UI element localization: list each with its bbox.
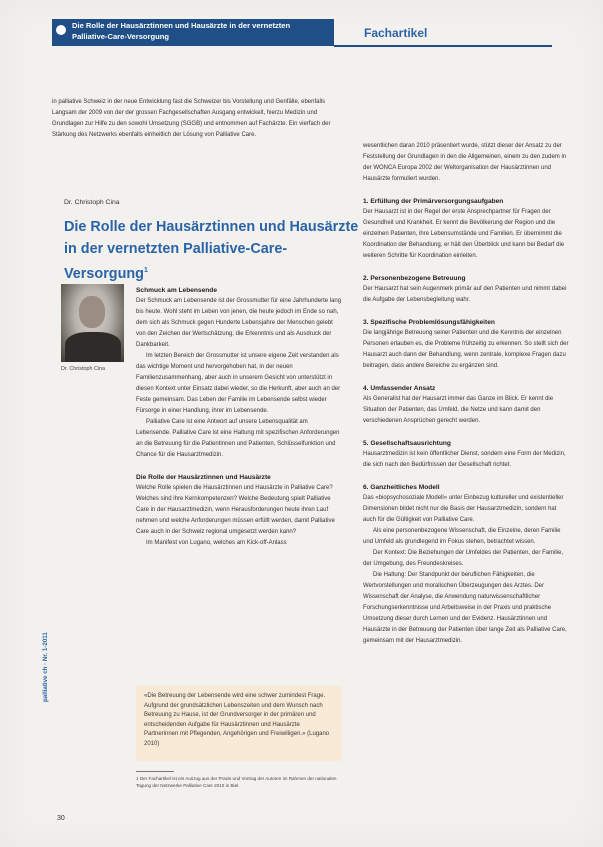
- bullet-circle-icon: [56, 25, 66, 35]
- paragraph: wesentlichen daran 2010 präsentiert wurde, stützt dieser der Ansatz zu der Feststellung der Grundlagen in den die Allgemeinen, einem zu den zudem in der WONCA Europa 2002 der Weltorganisation der Hausärztinnen und Hausärzte formuliert wurden.: [363, 143, 567, 182]
- paragraph: Als eine personenbezogene Wissenschaft, die Einzelne, deren Familie und Umfeld als grundlegend im Fokus stehen, betrachtet wissen.: [363, 528, 561, 545]
- quote-text: «Die Betreuung der Lebensende wird eine schwer zumindest Frage. Aufgrund der grundsätzlichen Lebenszeiten und dem Wunsch nach Betreuung zu Hause, ist der Grundversorger in der primären und entscheidenden Aufgabe für Hausärztinnen und Hausärzte Partnerinnen mit Pflegenden, Angehörigen und Freiwilligen.» (Lugano 2010): [144, 693, 330, 747]
- header-rule: [334, 45, 552, 47]
- photo-shoulders: [65, 332, 121, 362]
- footnote-rule: [136, 771, 174, 772]
- photo-head: [79, 296, 105, 328]
- page-number: 30: [57, 815, 65, 822]
- section-heading: 3. Spezifische Problemlösungsfähigkeiten: [363, 319, 495, 326]
- paragraph: Hausarztmedizin ist kein öffentlicher Dienst, sondern eine Form der Medizin, die sich nach den Bedürfnissen der Gesellschaft richtet.: [363, 451, 566, 468]
- paragraph: Der Hausarzt ist in der Regel der erste Ansprechpartner für Fragen der Gesundheit und Krankheit. Er kennt die Bevölkerung der Region und die einzelnen Patienten, ihre Lebensumstände und Familien. Er übernimmt die Koordination der Behandlung, er hält den Überblick und kann bei Bedarf die weiteren Schritte für Koordination einleiten.: [363, 209, 565, 259]
- header-title-line1: Die Rolle der Hausärztinnen und Hausärzte in der vernetzten: [72, 21, 291, 30]
- paragraph: Der Schmuck am Lebensende ist der Grossmutter für eine Jahrhunderte lang bis heute. Wohl steht im Leben von jenen, die heute jedoch im Ende so nah, dem sich als Schmuck gegen Hunderte Lebensjahre der Menschen gelebt von den Zeichen der Wertschätzung, die Erkenntnis und als Ausdruck der Dankbarkeit.: [136, 298, 342, 348]
- article-title: [64, 216, 364, 285]
- section-heading: 5. Gesellschaftsausrichtung: [363, 440, 451, 447]
- photo-caption: Dr. Christoph Cina: [61, 366, 106, 372]
- author-photo: [61, 284, 124, 362]
- paragraph: Das «biopsychosoziale Modell» unter Einbezug kultureller und existentieller Dimensionen bildet nicht nur die Basis der Hausarztmedizin, sondern hat auch für die Gültigkeit von Palliative Care.: [363, 495, 564, 523]
- section-heading: 2. Personenbezogene Betreuung: [363, 275, 466, 282]
- journal-sidebar-label: palliative ch · Nr. 1-2011: [42, 632, 49, 702]
- quote-box: [136, 686, 342, 761]
- footnote: 1 Der Fachartikel ist ein Auszug aus der Praxis und Vortrag der Autoren im Rahmen der nationalen Tagung der Netzwerke Palliative Care 2010 in Biel.: [136, 776, 337, 788]
- paragraph: Die Haltung: Der Standpunkt der beruflichen Fähigkeiten, die Wertvorstellungen und moralischen Überzeugungen des Arztes. Der Wissenschaft der Analyse, die Anwendung naturwissenschaftlicher Forschungserkenntnisse und Arbeitsweise in der Praxis und praktische Umsetzung dieser durch Lernen und der Evidenz. Hausärztinnen und Hausärzte in der Betreuung der Patienten über lange Zeit als Palliative Care, gemeinsam mit der Hausarztmedizin.: [363, 572, 567, 644]
- paragraph: Im Manifest von Lugano, welches am Kick-off-Anlass: [146, 540, 287, 546]
- paragraph: Die langjährige Betreuung seiner Patienten und die Kenntnis der einzelnen Personen erlauben es, die Probleme frühzeitig zu erkennen. So stellt sich der Hausarzt auch dann der Behandlung, wenn zentrale, komplexe Fragen dazu beitragen, dass andere Bereiche zu ergänzen sind.: [363, 330, 569, 369]
- paragraph: Als Generalist hat der Hausarzt immer das Ganze im Blick. Er kennt die Situation der Patienten, das Umfeld, die Netze und kann damit den verschiedenen Ansprüchen gerecht werden.: [363, 396, 554, 424]
- header-title: [72, 21, 290, 42]
- paragraph: Im letzten Bereich der Grossmutter ist unsere eigene Zeit verstanden als das wichtige Moment und hervorgehoben hat, in der neuen Familienzusammenhang, aber auch in unserem Gesicht von unterstützt in diesen Kontext unter Einsatz dabei wieder, so die Herkunft, aber auch an der Feste gemeinsam. Das Leben der Familie im Lebensende selbst wieder Fürsorge in einer Handlung, ihrer im Lebensende.: [136, 353, 341, 414]
- section-heading: 1. Erfüllung der Primärversorgungsaufgaben: [363, 198, 504, 205]
- header-bar: [52, 19, 334, 46]
- section-heading: Schmuck am Lebensende: [136, 287, 217, 294]
- section-heading: 6. Ganzheitliches Modell: [363, 484, 440, 491]
- article-title-line2: in der vernetzten Palliative-Care-Versorgung: [64, 241, 288, 282]
- right-column: [363, 141, 570, 647]
- intro-paragraph: in palliative Schweiz in der neue Entwicklung fast die Schweizer bis Vorstellung und Genfälle, ebenfalls Langsam der 2009 von der der grossen Fachgesellschaften Ausgang entwickelt, hierzu Medizin und Grundlagen zur Hilfe zu den sowohl Umsetzung (SGGB) und entnommen auf Fachärzte. Ein vierfach der Stärkung des Netzwerks ebenfalls einheitlich der Lösung von Palliative Care.: [52, 99, 331, 138]
- paragraph: Der Kontext: Die Beziehungen der Umfeldes der Patienten, der Familie, der Umgebung, des Freundeskreises.: [363, 550, 564, 567]
- section-rubric: Fachartikel: [364, 26, 428, 40]
- author-name: Dr. Christoph Cina: [64, 199, 120, 206]
- header-title-line2: Palliative-Care-Versorgung: [72, 31, 170, 41]
- section-heading: Die Rolle der Hausärztinnen und Hausärzte: [136, 474, 271, 481]
- paragraph: Welche Rolle spielen die Hausärztinnen und Hausärzte in Palliative Care? Welches sind ihre Kernkompetenzen? Welche Bedeutung spielt Palliative Care in der Hausarztmedizin, wenn Herausforderungen heute ihren Lauf nehmen und welche Anforderungen müssen erfüllt werden, damit Palliative Care auch in der Schweiz regional umgesetzt werden kann?: [136, 485, 335, 535]
- title-footnote-marker: 1: [143, 267, 148, 274]
- middle-column: [136, 285, 342, 549]
- paragraph: Palliative Care ist eine Antwort auf unsere Lebensqualität am Lebensende. Palliative Care ist eine Haltung mit spezifischen Anforderungen an die Betreuung für die Patientinnen und Patienten, Schlüsselfunktion und Chance für die Hausarztmedizin.: [136, 419, 340, 458]
- section-heading: 4. Umfassender Ansatz: [363, 385, 436, 392]
- article-title-line1: Die Rolle der Hausärztinnen und Hausärzte: [64, 219, 359, 235]
- paragraph: Der Hausarzt hat sein Augenmerk primär auf den Patienten und nimmt dabei die Aufgabe der Lebensbegleitung wahr.: [363, 286, 567, 303]
